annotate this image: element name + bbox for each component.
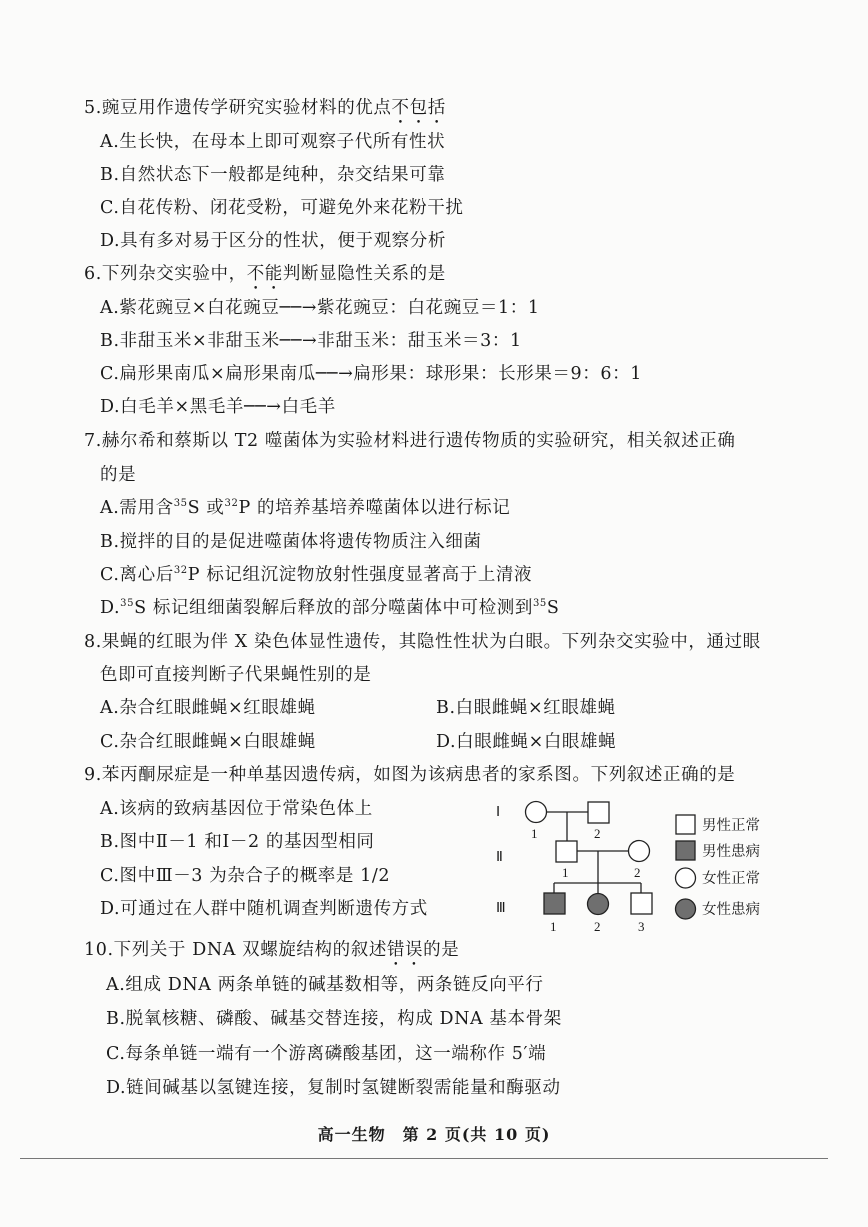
legend-male-normal: 男性正常 [702, 818, 760, 834]
gen3-number-2: 2 [594, 919, 601, 934]
q7-option-b: B.搅拌的目的是促进噬菌体将遗传物质注入细菌 [100, 532, 482, 552]
legend-male-affected: 男性患病 [702, 844, 760, 860]
legend-female-affected-icon [676, 899, 696, 919]
q8-stem-line2: 色即可直接判断子代果蝇性别的是 [100, 665, 372, 685]
gen1-number-2: 2 [594, 826, 601, 841]
q9-option-d: D.可通过在人群中随机调查判断遗传方式 [100, 899, 428, 919]
q7-stem-line1: 7.赫尔希和蔡斯以 T2 噬菌体为实验材料进行遗传物质的实验研究，相关叙述正确 [84, 431, 736, 451]
q6-option-c: C.扁形果南瓜×扁形果南瓜──→扁形果：球形果：长形果＝9：6：1 [100, 364, 642, 384]
gen3-number-1: 1 [550, 919, 557, 934]
gen2-number-1: 1 [562, 865, 569, 880]
legend-female-normal-icon [676, 868, 696, 888]
q6-stem: 6.下列杂交实验中，不能判断显隐性关系的是 [84, 264, 446, 284]
q5-emphasis: 不包括 [391, 98, 446, 118]
q9-option-b: B.图中Ⅱ－1 和Ⅰ－2 的基因型相同 [100, 832, 375, 852]
q10-option-d: D.链间碱基以氢键连接，复制时氢键断裂需能量和酶驱动 [106, 1078, 561, 1098]
q5-option-b: B.自然状态下一般都是纯种，杂交结果可靠 [100, 165, 446, 185]
gen3-female-affected [588, 894, 609, 915]
legend-male-affected-icon [676, 841, 695, 860]
gen1-female-normal [526, 802, 547, 823]
bottom-rule [20, 1158, 828, 1159]
q10-stem: 10.下列关于 DNA 双螺旋结构的叙述错误的是 [84, 940, 460, 960]
q6-option-a: A.紫花豌豆×白花豌豆──→紫花豌豆：白花豌豆＝1：1 [100, 298, 540, 318]
q8-option-b: B.白眼雌蝇×红眼雄蝇 [436, 698, 616, 718]
page-footer: 高一生物 第 2 页(共 10 页) [317, 1125, 551, 1144]
q5-option-c: C.自花传粉、闭花受粉，可避免外来花粉干扰 [100, 198, 464, 218]
q7-option-a: A.需用含$^{35}$S 或$^{32}$P 的培养基培养噬菌体以进行标记 [100, 498, 511, 518]
q8-stem-line1: 8.果蝇的红眼为伴 X 染色体显性遗传，其隐性性状为白眼。下列杂交实验中，通过眼 [84, 632, 761, 652]
q5-option-d: D.具有多对易于区分的性状，便于观察分析 [100, 231, 446, 251]
pedigree-figure [488, 790, 788, 940]
q9-option-c: C.图中Ⅲ－3 为杂合子的概率是 1/2 [100, 866, 391, 886]
gen2-male-normal [556, 841, 577, 862]
gen2-female-normal [629, 841, 650, 862]
q9-stem: 9.苯丙酮尿症是一种单基因遗传病，如图为该病患者的家系图。下列叙述正确的是 [84, 765, 736, 785]
q6-option-b: B.非甜玉米×非甜玉米──→非甜玉米：甜玉米＝3：1 [100, 331, 522, 351]
q8-option-a: A.杂合红眼雌蝇×红眼雄蝇 [100, 698, 316, 718]
gen2-number-2: 2 [634, 865, 641, 880]
q8-option-c: C.杂合红眼雌蝇×白眼雄蝇 [100, 732, 316, 752]
q9-option-a: A.该病的致病基因位于常染色体上 [100, 799, 373, 819]
q6-option-d: D.白毛羊×黑毛羊──→白毛羊 [100, 397, 336, 417]
q10-option-b: B.脱氧核糖、磷酸、碱基交替连接，构成 DNA 基本骨架 [106, 1009, 562, 1029]
q5-stem: 5.豌豆用作遗传学研究实验材料的优点不包括 [84, 98, 446, 118]
gen1-male-normal [588, 802, 609, 823]
q8-option-d: D.白眼雌蝇×白眼雄蝇 [436, 732, 617, 752]
q6-emphasis: 不能 [246, 264, 283, 284]
q5-option-a: A.生长快，在母本上即可观察子代所有性状 [100, 132, 446, 152]
generation-label-1: Ⅰ [496, 805, 501, 820]
gen3-male-affected [544, 893, 565, 914]
gen3-number-3: 3 [638, 919, 645, 934]
legend-female-normal: 女性正常 [702, 871, 760, 887]
generation-label-2: Ⅱ [496, 850, 503, 865]
q7-stem-line2: 的是 [100, 465, 137, 485]
gen1-number-1: 1 [531, 826, 538, 841]
q10-option-c: C.每条单链一端有一个游离磷酸基团，这一端称作 5′端 [106, 1044, 547, 1064]
legend-male-normal-icon [676, 815, 695, 834]
q7-option-d: D.$^{35}$S 标记组细菌裂解后释放的部分噬菌体中可检测到$^{35}$S [100, 598, 560, 618]
generation-label-3: Ⅲ [496, 901, 506, 916]
q10-option-a: A.组成 DNA 两条单链的碱基数相等，两条链反向平行 [106, 975, 544, 995]
gen3-male-normal [631, 893, 652, 914]
q7-option-c: C.离心后$^{32}$P 标记组沉淀物放射性强度显著高于上清液 [100, 565, 533, 585]
q10-emphasis: 错误 [386, 940, 424, 960]
legend-female-affected: 女性患病 [702, 902, 760, 918]
